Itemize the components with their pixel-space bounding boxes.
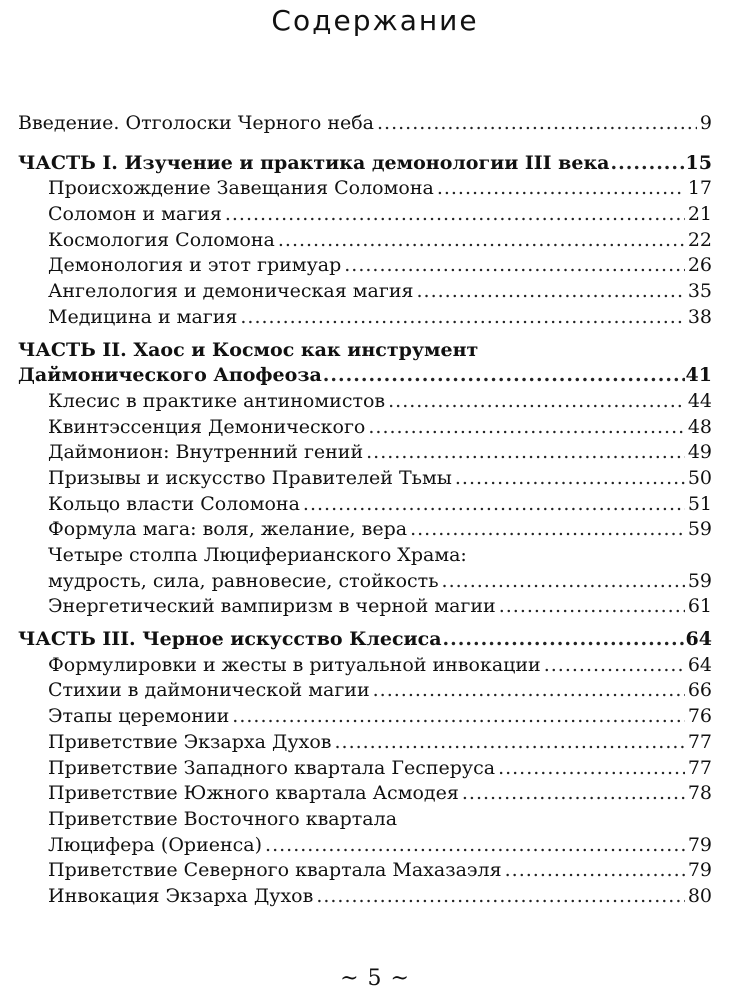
toc-part-page: 41 — [685, 364, 712, 387]
toc-entry-label: Энергетический вампиризм в черной магии — [48, 595, 496, 618]
toc-entry — [18, 228, 712, 254]
toc-entry-intro — [18, 111, 712, 137]
toc-entry-label: мудрость, сила, равновесие, стойкость — [48, 569, 439, 592]
toc-entry-label: Ангелология и демоническая магия — [48, 280, 414, 303]
toc-entry-page: 59 — [687, 569, 712, 592]
dot-leader — [303, 492, 685, 518]
toc-entry-page: 38 — [687, 305, 712, 328]
toc-entry-page: 79 — [687, 833, 712, 856]
toc-entry — [18, 704, 712, 730]
toc-entry-label: Формулировки и жесты в ритуальной инвокации — [48, 653, 541, 676]
toc-entry-label: Введение. Отголоски Черного неба — [18, 112, 375, 134]
toc-entry-page: 79 — [687, 859, 712, 882]
toc-entry-line2 — [18, 569, 712, 595]
toc-part-page: 64 — [685, 628, 712, 651]
dot-leader — [368, 415, 684, 441]
toc-entry-page: 77 — [687, 756, 712, 779]
toc-entry-label: Даймонион: Внутренний гений — [48, 441, 364, 464]
toc-entry — [18, 305, 712, 331]
dot-leader — [499, 594, 685, 620]
dot-leader — [611, 151, 685, 177]
toc-entry-label: Стихии в даймонической магии — [48, 679, 370, 702]
toc-entry-page: 21 — [687, 203, 712, 226]
toc-entry-page: 64 — [687, 653, 712, 676]
dot-leader — [316, 884, 685, 910]
toc-entry — [18, 253, 712, 279]
toc-entry — [18, 653, 712, 679]
toc-entry-label: Медицина и магия — [48, 305, 238, 328]
dot-leader — [265, 833, 685, 859]
toc-entry — [18, 176, 712, 202]
toc-entry-label: Соломон и магия — [48, 203, 222, 226]
toc-entry-page: 50 — [687, 466, 712, 489]
toc-entry-label: Призывы и искусство Правителей Тьмы — [48, 466, 452, 489]
toc-entry — [18, 781, 712, 807]
toc-entry — [18, 730, 712, 756]
dot-leader — [334, 730, 684, 756]
toc-entry-page: 66 — [687, 679, 712, 702]
toc-entry-page: 22 — [687, 228, 712, 251]
dot-leader — [366, 440, 685, 466]
table-of-contents — [18, 111, 712, 910]
dot-leader — [462, 781, 685, 807]
toc-entry — [18, 492, 712, 518]
toc-entry-page: 17 — [687, 177, 712, 200]
toc-entry-page: 9 — [699, 112, 712, 134]
toc-entry-page: 76 — [687, 705, 712, 728]
dot-leader — [373, 678, 685, 704]
toc-entry-line1 — [18, 543, 712, 569]
toc-entry-label: Приветствие Западного квартала Гесперуса — [48, 756, 496, 779]
toc-entry-line2 — [18, 833, 712, 859]
toc-part-label: ЧАСТЬ I. Изучение и практика демонологии III века — [18, 151, 610, 174]
toc-entry — [18, 202, 712, 228]
toc-entry — [18, 389, 712, 415]
dot-leader — [240, 305, 684, 331]
toc-entry-label: Этапы церемонии — [48, 705, 230, 728]
toc-entry — [18, 466, 712, 492]
toc-entry-page: 51 — [687, 492, 712, 515]
toc-entry — [18, 678, 712, 704]
toc-entry-page: 80 — [687, 884, 712, 907]
toc-entry-page: 59 — [687, 518, 712, 541]
toc-entry-label: Приветствие Восточного квартала — [48, 807, 398, 830]
toc-entry — [18, 279, 712, 305]
toc-part-page: 15 — [685, 151, 712, 174]
toc-entry-label: Космология Соломона — [48, 228, 275, 251]
dot-leader — [417, 279, 685, 305]
toc-entry — [18, 884, 712, 910]
dot-leader — [544, 653, 685, 679]
toc-entry — [18, 594, 712, 620]
page-title: Содержание — [271, 4, 479, 37]
toc-part-label: Даймонического Апофеоза — [18, 364, 322, 387]
toc-entry-label: Клесис в практике антиномистов — [48, 389, 386, 412]
toc-entry-label: Кольцо власти Соломона — [48, 492, 300, 515]
toc-entry-label: Приветствие Экзарха Духов — [48, 730, 332, 753]
dot-leader — [455, 466, 685, 492]
toc-entry-page: 48 — [687, 415, 712, 438]
dot-leader — [437, 176, 685, 202]
toc-entry-label: Происхождение Завещания Соломона — [48, 177, 434, 200]
toc-entry-label: Квинтэссенция Демонического — [48, 415, 366, 438]
toc-entry-page: 49 — [687, 441, 712, 464]
dot-leader — [498, 756, 685, 782]
dot-leader — [377, 111, 697, 137]
toc-entry — [18, 858, 712, 884]
toc-entry-page: 77 — [687, 730, 712, 753]
dot-leader — [410, 517, 685, 543]
dot-leader — [323, 363, 685, 389]
toc-entry-label: Формула мага: воля, желание, вера — [48, 518, 408, 541]
toc-entry-page: 26 — [687, 254, 712, 277]
dot-leader — [505, 858, 685, 884]
toc-entry — [18, 415, 712, 441]
toc-entry-label: Демонология и этот гримуар — [48, 254, 342, 277]
toc-entry-label: Четыре столпа Люциферианского Храма: — [48, 544, 467, 566]
toc-part-heading — [18, 151, 712, 177]
toc-entry-label: Приветствие Северного квартала Махазаэля — [48, 859, 502, 882]
dot-leader — [442, 569, 685, 595]
toc-entry-page: 61 — [687, 595, 712, 618]
toc-entry-label: Люцифера (Ориенса) — [48, 833, 263, 856]
toc-part-heading — [18, 627, 712, 653]
dot-leader — [278, 228, 685, 254]
toc-entry — [18, 440, 712, 466]
dot-leader — [232, 704, 685, 730]
toc-part-heading-line1 — [18, 338, 712, 364]
toc-entry-page: 44 — [687, 389, 712, 412]
toc-entry-label: Инвокация Экзарха Духов — [48, 884, 314, 907]
toc-entry-line1 — [18, 807, 712, 833]
dot-leader — [443, 627, 685, 653]
dot-leader — [344, 253, 685, 279]
dot-leader — [388, 389, 685, 415]
dot-leader — [225, 202, 685, 228]
toc-entry-label: Приветствие Южного квартала Асмодея — [48, 782, 459, 805]
toc-entry — [18, 517, 712, 543]
toc-part-label: ЧАСТЬ II. Хаос и Космос как инструмент — [18, 338, 479, 361]
toc-entry — [18, 756, 712, 782]
toc-part-heading-line2 — [18, 363, 712, 389]
toc-entry-page: 35 — [687, 280, 712, 303]
page-number: ~ 5 ~ — [340, 966, 410, 991]
toc-part-label: ЧАСТЬ III. Черное искусство Клесиса — [18, 628, 442, 651]
toc-entry-page: 78 — [687, 782, 712, 805]
